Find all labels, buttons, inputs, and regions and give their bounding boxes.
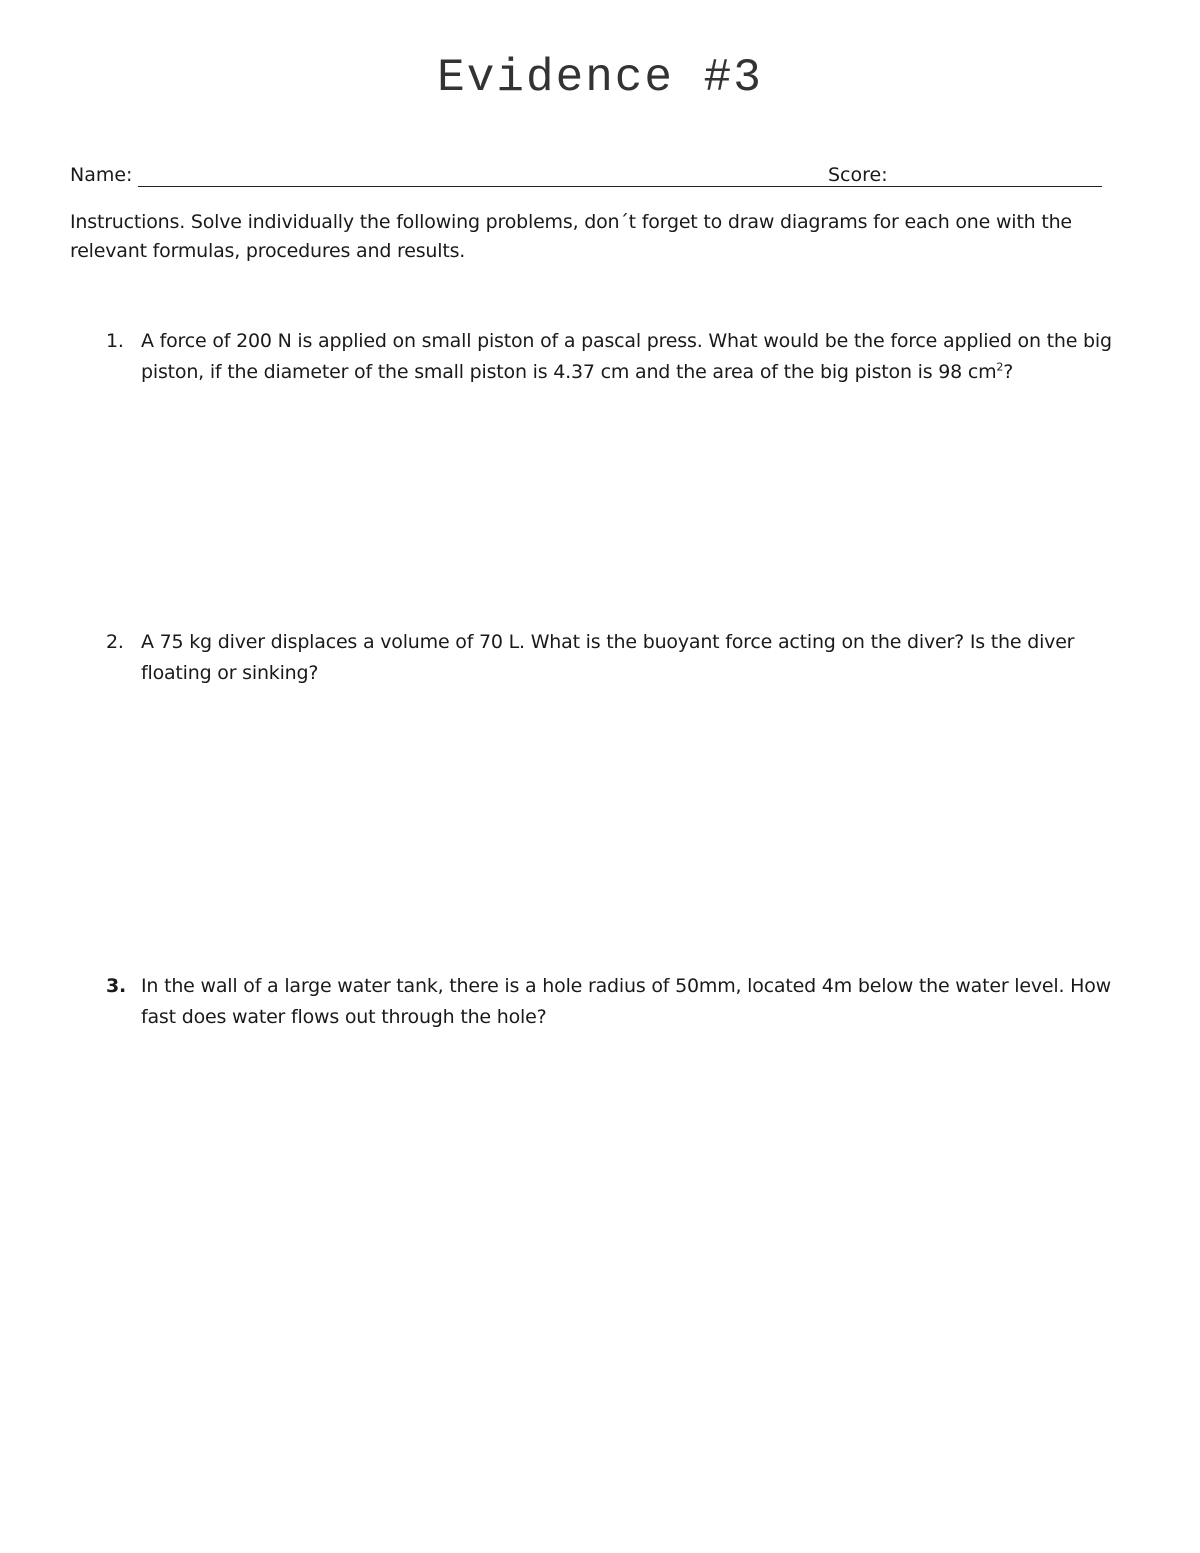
question-number: 2. (106, 631, 124, 653)
question-number: 3. (106, 975, 127, 997)
question-number: 1. (106, 330, 124, 352)
question-text: A force of 200 N is applied on small piston of a pascal press. What would be the force applied on the big piston, if the diameter of the small piston is 4.37 cm and the area of the big piston is 98 $cm^2$? (141, 330, 1112, 383)
score-blank-line (894, 186, 1102, 187)
name-label: Name: (70, 164, 133, 186)
question-text: A 75 kg diver displaces a volume of 70 L. What is the buoyant force acting on the diver? Is the diver floating or sinking? (141, 631, 1075, 684)
name-score-row (70, 164, 1102, 194)
score-label: Score: (828, 164, 888, 186)
name-blank-line (138, 186, 894, 187)
page-title: Evidence #3 (437, 52, 763, 104)
question-text: In the wall of a large water tank, there is a hole radius of 50mm, located 4m below the water level. How fast does water flows out through the hole? (141, 975, 1111, 1028)
superscript: 2 (996, 360, 1004, 374)
instructions-text: Instructions. Solve individually the following problems, don´t forget to draw diagrams for each one with the relevant formulas, procedures and results. (70, 211, 1072, 262)
